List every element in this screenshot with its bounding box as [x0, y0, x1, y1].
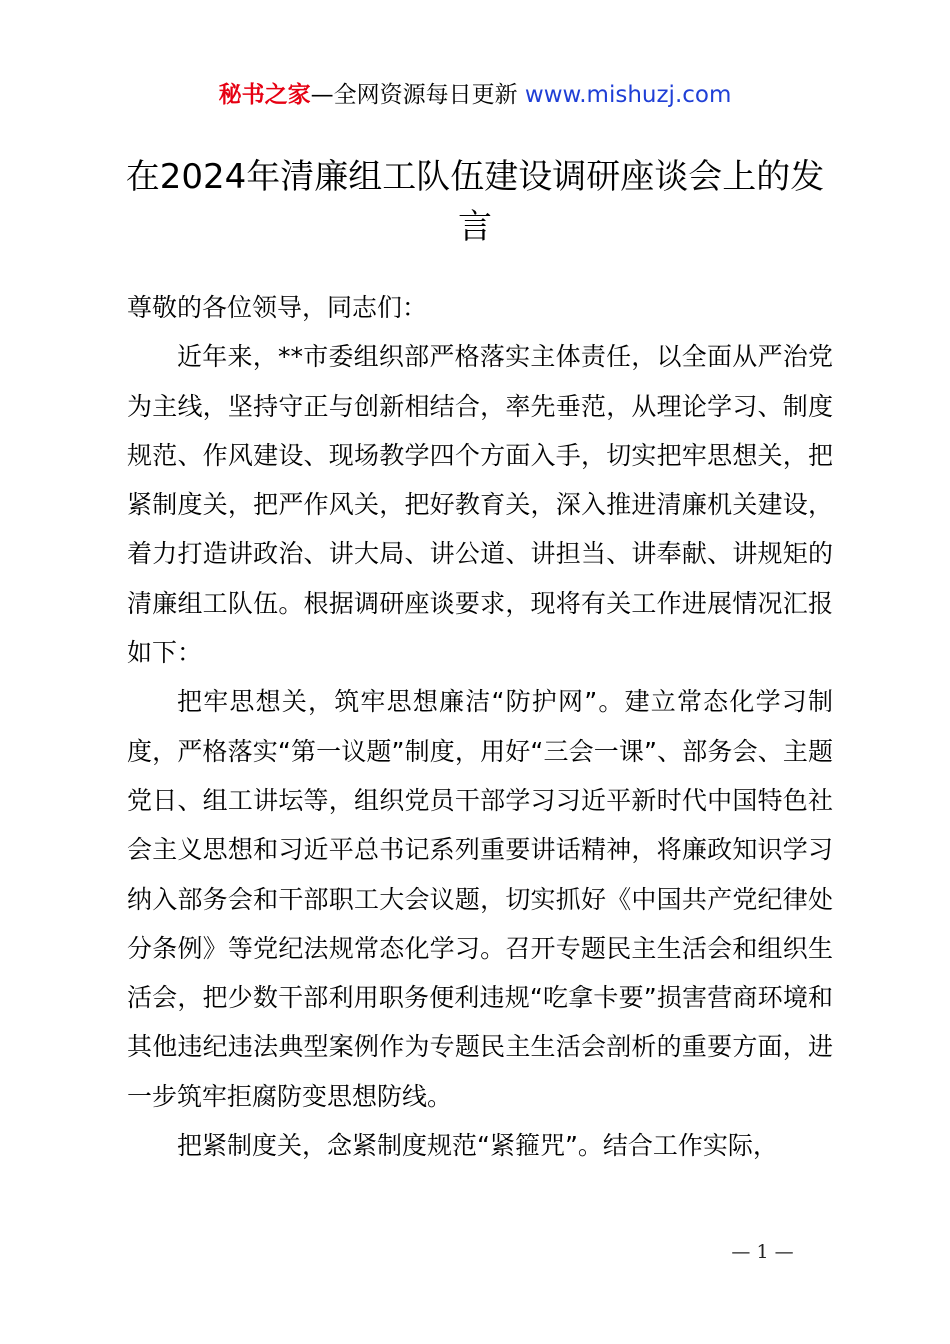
site-url-link[interactable]: www.mishuzj.com — [524, 82, 732, 108]
body-paragraph: 把紧制度关，念紧制度规范“紧箍咒”。结合工作实际， — [177, 1131, 778, 1161]
page-number: — 1 — — [731, 1241, 794, 1263]
document-body — [127, 283, 833, 1170]
body-paragraph: 把牢思想关，筑牢思想廉洁“防护网”。建立常态化学习制度，严格落实“第一议题”制度，用好“三会一课”、部务会、主题党日、组工讲坛等，组织党员干部学习习近平新时代中国特色社会主义思想和习近平总书记系列重要讲话精神，将廉政知识学习纳入部务会和干部职工大会议题，切实抓好《中国共产党纪律处分条例》等党纪法规常态化学习。召开专题民主生活会和组织生活会，把少数干部利用职务便利违规“吃拿卡要”损害营商环境和其他违纪违法典型案例作为专题民主生活会剖析的重要方面，进一步筑牢拒腐防变思想防线。 — [127, 687, 833, 1111]
site-header — [0, 78, 950, 112]
salutation: 尊敬的各位领导，同志们： — [127, 293, 428, 322]
site-slogan: —全网资源每日更新 — [310, 82, 518, 108]
body-paragraph: 近年来，**市委组织部严格落实主体责任，以全面从严治党为主线，坚持守正与创新相结合，率先垂范，从理论学习、制度规范、作风建设、现场教学四个方面入手，切实把牢思想关，把紧制度关，把严作风关，把好教育关，深入推进清廉机关建设，着力打造讲政治、讲大局、讲公道、讲担当、讲奉献、讲规矩的清廉组工队伍。根据调研座谈要求，现将有关工作进展情况汇报如下： — [127, 342, 833, 668]
site-brand: 秘书之家 — [218, 82, 311, 108]
document-title: 在2024年清廉组工队伍建设调研座谈会上的发言 — [125, 157, 825, 247]
